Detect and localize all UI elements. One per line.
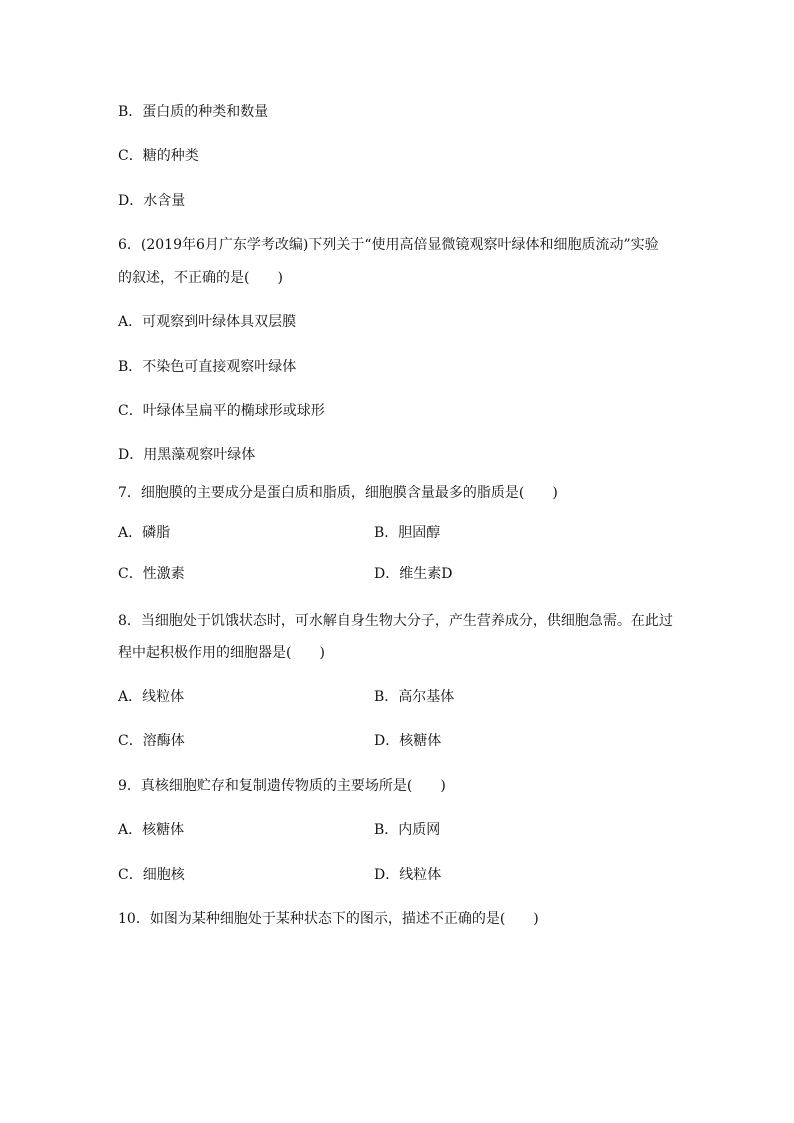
q7-stem: 7．细胞膜的主要成分是蛋白质和脂质，细胞膜含量最多的脂质是( ) [118, 485, 558, 501]
q7-option-b: B．胆固醇 [374, 525, 441, 541]
q8-stem-line1: 8．当细胞处于饥饿状态时，可水解自身生物大分子，产生营养成分，供细胞急需。在此过 [118, 613, 673, 629]
q9-option-d: D．线粒体 [374, 867, 442, 883]
q8-stem-line2: 程中起积极作用的细胞器是( ) [118, 645, 325, 661]
q7-option-a: A．磷脂 [118, 525, 171, 541]
q6-option-c: C．叶绿体呈扁平的椭球形或球形 [118, 403, 325, 419]
q8-option-d: D．核糖体 [374, 733, 442, 749]
q6-option-d: D．用黑藻观察叶绿体 [118, 447, 256, 463]
q8-option-a: A．线粒体 [118, 689, 185, 705]
q9-stem: 9．真核细胞贮存和复制遗传物质的主要场所是( ) [118, 778, 446, 794]
q5-option-b: B．蛋白质的种类和数量 [118, 104, 269, 120]
q6-stem-line1: 6．(2019年6月广东学考改编)下列关于“使用高倍显微镜观察叶绿体和细胞质流动”实验 [118, 237, 659, 253]
q6-option-a: A．可观察到叶绿体具双层膜 [118, 314, 297, 330]
q9-option-c: C．细胞核 [118, 867, 185, 883]
q8-option-c: C．溶酶体 [118, 733, 185, 749]
q8-option-b: B．高尔基体 [374, 689, 455, 705]
q6-stem-line2: 的叙述，不正确的是( ) [118, 270, 283, 286]
q5-option-c: C．糖的种类 [118, 148, 199, 164]
q5-option-d: D．水含量 [118, 193, 186, 209]
q9-option-a: A．核糖体 [118, 822, 185, 838]
q6-option-b: B．不染色可直接观察叶绿体 [118, 359, 297, 375]
q7-option-c: C．性激素 [118, 566, 185, 582]
q7-option-d: D．维生素D [374, 566, 453, 582]
q9-option-b: B．内质网 [374, 822, 441, 838]
q10-stem: 10．如图为某种细胞处于某种状态下的图示，描述不正确的是( ) [118, 911, 539, 927]
